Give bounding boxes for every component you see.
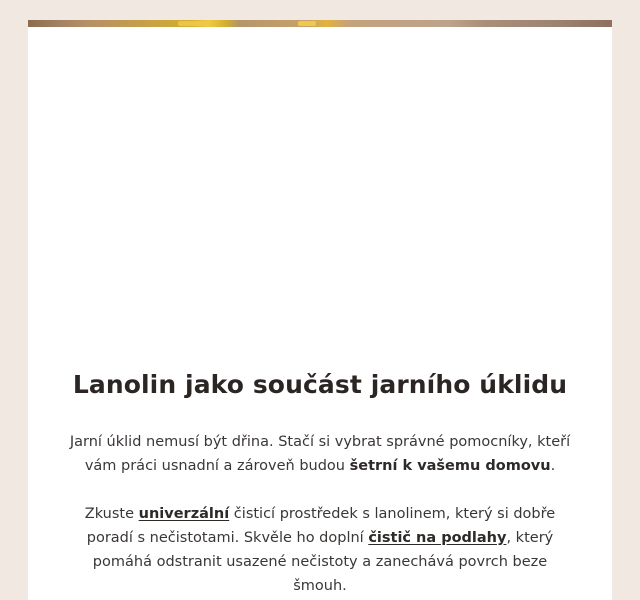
- article-card: [28, 20, 612, 600]
- article-title: Lanolin jako součást jarního úklidu: [72, 370, 568, 399]
- hero-flower-accent: [298, 21, 316, 26]
- intro-paragraph-end: .: [550, 458, 556, 474]
- product-paragraph-text-middle: čisticí prostředek s lanolinem, který si dobře poradí s nečistotami. Skvěle ho doplní: [86, 506, 556, 546]
- product-paragraph-text-start: Zkuste: [84, 506, 139, 522]
- hero-flower-accent: [178, 21, 208, 26]
- product-paragraph: [68, 502, 572, 598]
- universal-cleaner-link[interactable]: univerzální: [138, 506, 230, 522]
- intro-paragraph: [68, 430, 572, 478]
- product-paragraph-text-end: , který pomáhá odstranit usazené nečistoty a zanechává povrch beze šmouh.: [92, 530, 554, 594]
- intro-highlight: šetrní k vašemu domovu: [349, 458, 551, 474]
- hero-image-space: [28, 27, 612, 345]
- hero-image: [28, 20, 612, 27]
- floor-cleaner-link[interactable]: čistič na podlahy: [368, 530, 507, 546]
- intro-paragraph-text: Jarní úklid nemusí být dřina. Stačí si vybrat správné pomocníky, kteří vám práci usnadní a zároveň budou: [69, 434, 571, 474]
